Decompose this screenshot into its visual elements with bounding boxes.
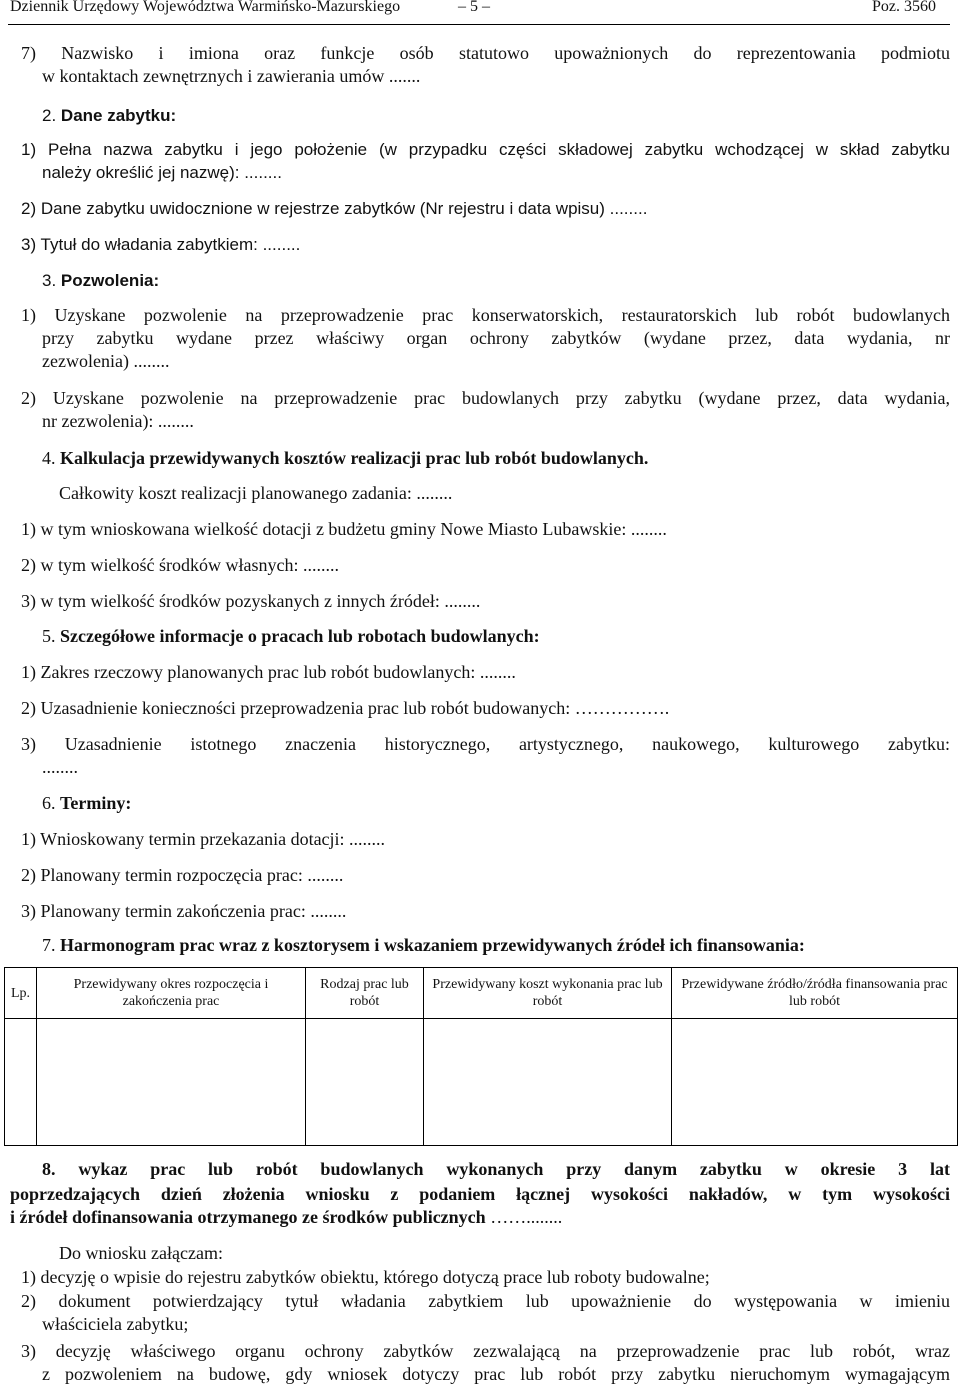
s3-item1-line2: przy zabytku wydane przez właściwy organ ochrony zabytków (wydane przez, data wydania, nr [42,328,950,348]
table-cell[interactable] [424,1019,672,1146]
section-7-heading [42,934,805,957]
table-row [5,1019,958,1146]
table-cell[interactable] [5,1019,37,1146]
s5-item3-line1: 3) Uzasadnienie istotnego znaczenia historycznego, artystycznego, naukowego, kulturowego zabytku: [21,734,950,754]
table-cell[interactable] [672,1019,958,1146]
section-number: 6. [42,793,56,813]
attachments-intro: Do wniosku załączam: [59,1243,223,1263]
section-5-heading [42,625,540,648]
total-cost: Całkowity koszt realizacji planowanego zadania: ........ [59,483,453,503]
section-3-heading [42,269,159,292]
attachment-2-line1: 2) dokument potwierdzający tytuł władania zabytkiem lub upoważnienie do występowania w imieniu [21,1291,950,1311]
s8-line2: poprzedzających dzień złożenia wniosku z podaniem łącznej wysokości nakładów, w tym wysokości [10,1184,950,1204]
section-number: 5. [42,626,56,646]
s6-item1: 1) Wnioskowany termin przekazania dotacji: ........ [21,829,386,849]
section-number: 2. [42,106,57,125]
section-title: Szczegółowe informacje o pracach lub robotach budowlanych: [60,626,540,646]
s2-item1-line1: 1) Pełna nazwa zabytku i jego położenie (w przypadku części składowej zabytku wchodzącej w skład zabytku [21,140,950,159]
s8-line1: 8. wykaz prac lub robót budowlanych wykonanych przy danym zabytku w okresie 3 lat [42,1159,950,1179]
col-header-funding: Przewidywane źródło/źródła finansowania prac lub robót [672,968,958,1019]
position-number: Poz. 3560 [872,0,936,15]
s2-item2: 2) Dane zabytku uwidocznione w rejestrze zabytków (Nr rejestru i data wpisu) ........ [21,199,648,218]
section-6-heading [42,792,131,815]
s8-line3 [10,1206,562,1229]
s4-item2: 2) w tym wielkość środków własnych: ........ [21,555,339,575]
attachment-3-line1: 3) decyzję właściwego organu ochrony zabytków zezwalającą na przeprowadzenie prac lub robót, wraz [21,1341,950,1361]
col-header-period: Przewidywany okres rozpoczęcia i zakończenia prac [37,968,306,1019]
section-title: Kalkulacja przewidywanych kosztów realizacji prac lub robót budowlanych. [60,448,649,468]
s4-item3: 3) w tym wielkość środków pozyskanych z innych źródeł: ........ [21,591,481,611]
schedule-table [4,967,958,1146]
s3-item2-line1: 2) Uzyskane pozwolenie na przeprowadzenie prac budowlanych przy zabytku (wydane przez, data wydania, [21,388,950,408]
page-number: – 5 – [458,0,490,15]
col-header-lp: Lp. [5,968,37,1019]
section-title: Dane zabytku: [60,106,177,125]
section-number: 7. [42,935,56,955]
section-number: 4. [42,448,56,468]
section-title: Pozwolenia: [60,271,160,290]
attachment-3-line2: z pozwoleniem na budowę, gdy wniosek dotyczy prac lub robót przy zabytku nieruchomym wymagającym [42,1364,950,1384]
s1-item7-line1: 7) Nazwisko i imiona oraz funkcje osób statutowo upoważnionych do reprezentowania podmiotu [21,43,950,63]
s3-item2-line2: nr zezwolenia): ........ [42,411,194,431]
table-cell[interactable] [306,1019,424,1146]
section-2-heading [42,104,176,127]
s5-item2: 2) Uzasadnienie konieczności przeprowadzenia prac lub robót budowanych: ……………. [21,698,670,718]
col-header-work-type: Rodzaj prac lub robót [306,968,424,1019]
s6-item2: 2) Planowany termin rozpoczęcia prac: ........ [21,865,344,885]
section-4-heading [42,447,648,470]
s8-line3-dots: ……........ [490,1207,563,1227]
s3-item1-line3: zezwolenia) ........ [42,351,170,371]
col-header-cost: Przewidywany koszt wykonania prac lub robót [424,968,672,1019]
attachment-1: 1) decyzję o wpisie do rejestru zabytków obiektu, którego dotyczą prace lub roboty budowalne; [21,1267,710,1287]
journal-title: Dziennik Urzędowy Województwa Warmińsko-Mazurskiego [10,0,401,15]
s5-item1: 1) Zakres rzeczowy planowanych prac lub robót budowlanych: ........ [21,662,516,682]
table-header-row [5,968,958,1019]
s2-item1-line2: należy określić jej nazwę): ........ [42,163,282,182]
header-rule [8,24,950,25]
s4-item1: 1) w tym wnioskowana wielkość dotacji z budżetu gminy Nowe Miasto Lubawskie: ........ [21,519,667,539]
table-cell[interactable] [37,1019,306,1146]
s5-item3-line2: ........ [42,757,78,777]
s8-line3-text: i źródeł dofinansowania otrzymanego ze środków publicznych [10,1207,486,1227]
s1-item7-line2: w kontaktach zewnętrznych i zawierania umów ....... [42,66,421,86]
s3-item1-line1: 1) Uzyskane pozwolenie na przeprowadzenie prac konserwatorskich, restauratorskich lub robót budowlanych [21,305,950,325]
section-title: Harmonogram prac wraz z kosztorysem i wskazaniem przewidywanych źródeł ich finansowania: [60,935,805,955]
s2-item3: 3) Tytuł do władania zabytkiem: ........ [21,235,301,254]
attachment-2-line2: właściciela zabytku; [42,1314,189,1334]
section-number: 3. [42,271,57,290]
s6-item3: 3) Planowany termin zakończenia prac: ........ [21,901,347,921]
section-title: Terminy: [60,793,132,813]
